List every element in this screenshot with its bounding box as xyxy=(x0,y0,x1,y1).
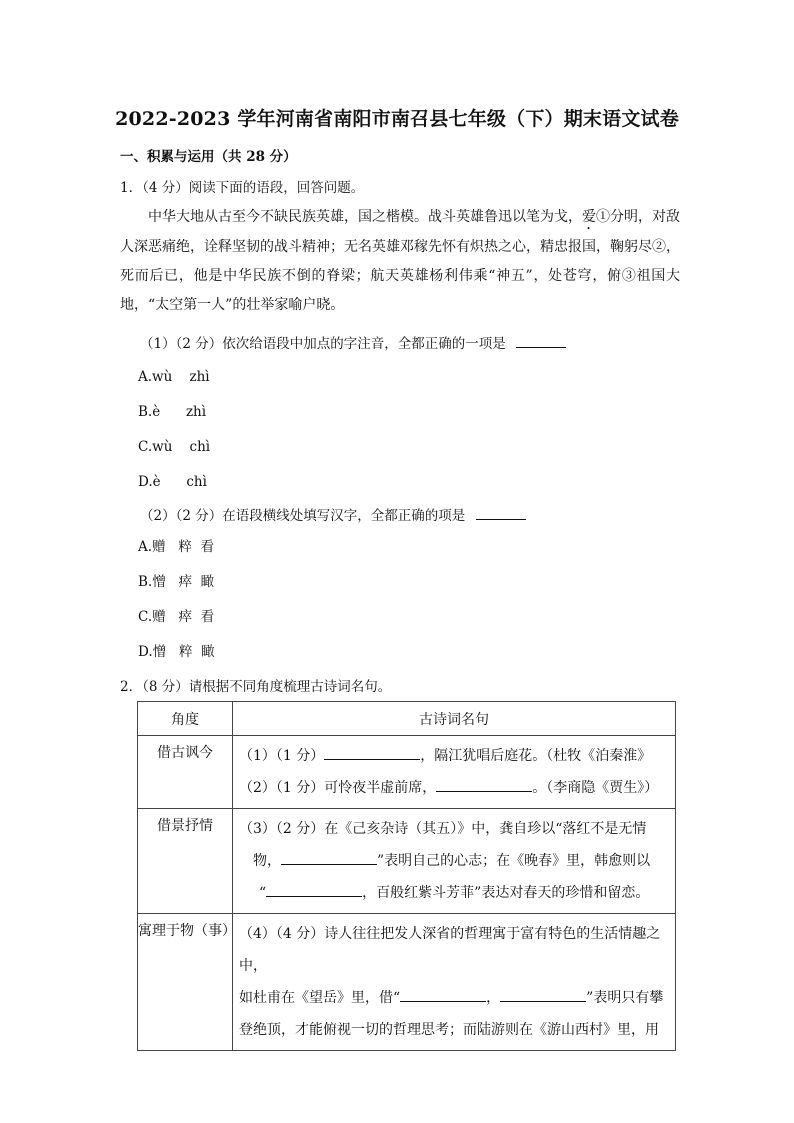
subquestion-1-stem xyxy=(140,333,566,354)
line-text: ”表明只有攀 xyxy=(586,990,664,1006)
line-text: ”表明自己的心志；在《晚春》里，韩愈则以 xyxy=(377,853,651,869)
table-row xyxy=(138,736,676,809)
line-text: 如杜甫在《望岳》里，借“ xyxy=(239,990,401,1006)
section-heading: 一、积累与运用（共 28 分） xyxy=(120,149,297,165)
header-angle: 角度 xyxy=(138,702,233,736)
question-1-stem: 1．（4 分）阅读下面的语段，回答问题。 xyxy=(120,180,365,196)
passage-text-b: ①分明，对敌人深恶痛绝，诠释坚韧的战斗精神；无名英雄邓稼先怀有炽热之心，精忠报国，鞠躬尽②，死而后已，他是中华民族不倒的脊梁；航天英雄杨利伟乘“神五”，处苍穹，俯③祖国大地，“太空第一人”的壮举家喻户晓。 xyxy=(120,209,680,313)
row-line: 登绝顶，才能俯视一切的哲理思考；而陆游则在《游山西村》里，用 xyxy=(239,1022,659,1038)
row-line xyxy=(239,982,671,1014)
row-content xyxy=(233,809,676,914)
row-line xyxy=(239,877,671,909)
row-content xyxy=(233,914,676,1051)
row-line xyxy=(239,740,671,772)
answer-blank[interactable] xyxy=(476,505,526,520)
poem-table xyxy=(137,701,676,1051)
option-c: C.赠 瘁 看 xyxy=(138,609,215,625)
table-header-row xyxy=(138,702,676,736)
answer-blank[interactable] xyxy=(500,987,586,1002)
option-d: D.憎 粹 瞰 xyxy=(138,644,215,660)
row-content xyxy=(233,736,676,809)
question-2-stem: 2．（8 分）请根据不同角度梳理古诗词名句。 xyxy=(120,679,392,695)
line-text: ，百般红紫斗芳菲”表达对春天的珍惜和留恋。 xyxy=(362,885,650,901)
row-line: （4）（4 分）诗人往往把发人深省的哲理寓于富有特色的生活情趣之中， xyxy=(239,926,661,974)
answer-blank[interactable] xyxy=(324,745,420,760)
passage-text-a: 中华大地从古至今不缺民族英雄，国之楷模。战斗英雄鲁迅以笔为戈， xyxy=(148,209,582,225)
subquestion-2-text: （2）（2 分）在语段横线处填写汉字，全都正确的项是 xyxy=(140,508,466,524)
dotted-char-1: 爱 xyxy=(582,209,596,225)
subquestion-1-text: （1）（2 分）依次给语段中加点的字注音，全都正确的一项是 xyxy=(140,336,506,352)
row-angle: 寓理于物（事） xyxy=(138,914,233,1051)
line-text: ， xyxy=(486,990,501,1006)
option-a: A.赠 粹 看 xyxy=(138,539,214,555)
line-text: 。（李商隐《贾生》） xyxy=(532,780,659,796)
line-text: （2）（1 分）可怜夜半虚前席， xyxy=(239,780,437,796)
row-line xyxy=(239,772,671,804)
row-line xyxy=(239,845,671,877)
exam-title: 2022-2023 学年河南省南阳市南召县七年级（下）期末语文试卷 xyxy=(115,108,679,130)
answer-blank[interactable] xyxy=(400,987,486,1002)
table-row xyxy=(138,914,676,1051)
line-text: ，隔江犹唱后庭花。（杜牧《泊秦淮》 xyxy=(420,748,652,764)
answer-blank[interactable] xyxy=(281,850,377,865)
row-angle: 借景抒情 xyxy=(138,809,233,914)
answer-blank[interactable] xyxy=(266,882,362,897)
subquestion-2-stem xyxy=(140,505,526,526)
option-d: D.è chì xyxy=(138,474,207,490)
header-lines: 古诗词名句 xyxy=(233,702,676,736)
line-text: “ xyxy=(259,885,267,901)
row-angle: 借古讽今 xyxy=(138,736,233,809)
line-text: 物， xyxy=(253,853,281,869)
option-b: B.è zhì xyxy=(138,404,207,420)
row-line: （3）（2 分）在《己亥杂诗（其五）》中，龚自珍以“落红不是无情 xyxy=(239,821,647,837)
answer-blank[interactable] xyxy=(516,333,566,348)
option-a: A.wù zhì xyxy=(138,369,210,385)
table-row xyxy=(138,809,676,914)
answer-blank[interactable] xyxy=(436,777,532,792)
option-b: B.憎 瘁 瞰 xyxy=(138,574,215,590)
option-c: C.wù chì xyxy=(138,439,211,455)
line-text: （1）（1 分） xyxy=(239,748,325,764)
question-1-passage xyxy=(120,203,680,320)
